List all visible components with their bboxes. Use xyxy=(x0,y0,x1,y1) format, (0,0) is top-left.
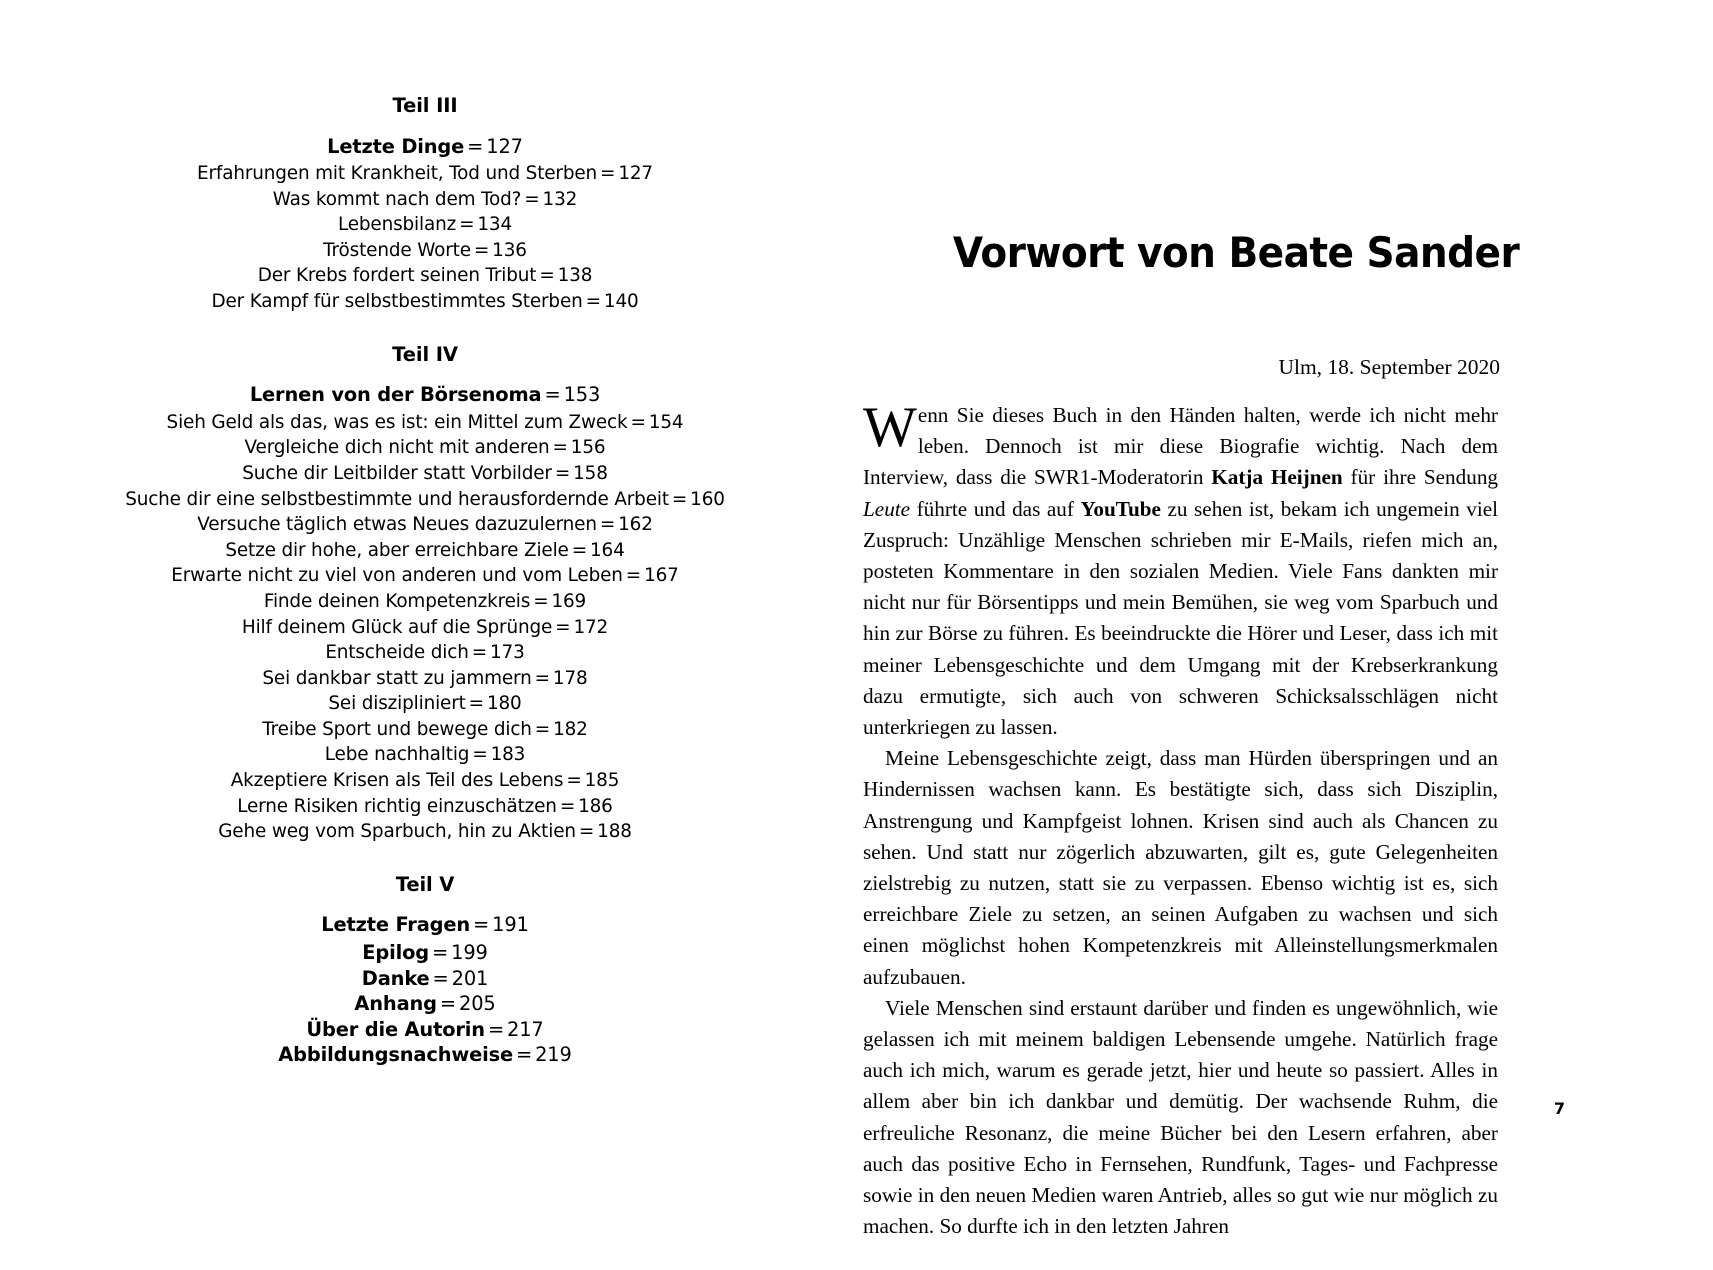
body-text-column xyxy=(863,396,1499,1242)
toc-page-number: 182 xyxy=(553,718,588,740)
toc-entry-title: Erwarte nicht zu viel von anderen und vom Leben xyxy=(171,565,623,587)
page-title: Vorwort von Beate Sander xyxy=(952,228,1520,277)
toc-page-number: 201 xyxy=(451,966,489,990)
toc-separator: = xyxy=(544,383,561,407)
toc-entry-row[interactable] xyxy=(105,212,745,238)
toc-separator: = xyxy=(578,821,595,843)
toc-entry-title: Vergleiche dich nicht mit anderen xyxy=(244,437,550,459)
toc-page-number: 172 xyxy=(573,616,609,638)
toc-page-number: 183 xyxy=(490,744,526,766)
toc-entry-title: Sei dankbar statt zu jammern xyxy=(262,667,532,689)
toc-page-number: 186 xyxy=(578,795,613,817)
emphasis-katja-heijnen: Katja Heijnen xyxy=(1211,465,1343,490)
toc-entry-row[interactable] xyxy=(105,717,745,743)
toc-separator: = xyxy=(487,1017,505,1041)
toc-separator: = xyxy=(566,770,582,792)
toc-entry-title: Treibe Sport und bewege dich xyxy=(262,718,532,740)
drop-cap: W xyxy=(863,396,917,459)
toc-chapter-row[interactable] xyxy=(105,382,745,408)
toc-page-number: 153 xyxy=(563,383,601,407)
toc-section-title: Abbildungsnachweise xyxy=(278,1043,514,1067)
toc-separator: = xyxy=(630,411,646,433)
toc-entry-row[interactable] xyxy=(105,615,745,641)
toc-entry-row[interactable] xyxy=(105,487,745,513)
toc-separator: = xyxy=(555,616,571,638)
toc-entry-row[interactable] xyxy=(105,461,745,487)
toc-entry-title: Hilf deinem Glück auf die Sprünge xyxy=(241,616,553,638)
toc-chapter-title: Letzte Fragen xyxy=(321,913,471,937)
toc-entry-title: Suche dir eine selbstbestimmte und herausfordernde Arbeit xyxy=(125,488,669,510)
toc-separator: = xyxy=(534,667,550,689)
toc-page-number: 199 xyxy=(451,940,488,964)
toc-page-number: 191 xyxy=(492,913,529,937)
toc-separator: = xyxy=(468,693,484,715)
toc-entry-title: Erfahrungen mit Krankheit, Tod und Sterben xyxy=(197,163,598,185)
toc-entry-title: Gehe weg vom Sparbuch, hin zu Aktien xyxy=(218,821,576,843)
toc-separator: = xyxy=(516,1043,533,1067)
right-page-vorwort xyxy=(856,0,1713,1270)
toc-section-title: Über die Autorin xyxy=(306,1017,485,1041)
toc-entry-title: Der Kampf für selbstbestimmtes Sterben xyxy=(211,291,583,313)
toc-separator: = xyxy=(600,163,616,185)
toc-chapter-title: Lernen von der Börsenoma xyxy=(249,383,542,407)
toc-part-label: Teil IV xyxy=(392,342,458,366)
dateline: Ulm, 18. September 2020 xyxy=(1278,355,1500,379)
toc-separator: = xyxy=(473,239,490,261)
toc-page-number: 180 xyxy=(486,693,522,715)
emphasis-youtube: YouTube xyxy=(1080,496,1161,521)
toc-section-title: Danke xyxy=(361,966,430,990)
toc-page-number: 154 xyxy=(648,411,684,433)
toc-section-row[interactable] xyxy=(105,940,745,966)
toc-page-number: 205 xyxy=(459,992,496,1016)
toc-separator: = xyxy=(552,437,568,459)
toc-entry-title: Der Krebs fordert seinen Tribut xyxy=(257,265,537,287)
toc-entry-row[interactable] xyxy=(105,794,745,820)
toc-separator: = xyxy=(625,565,642,587)
toc-page-number: 127 xyxy=(618,163,653,185)
toc-chapter-title: Letzte Dinge xyxy=(327,134,465,158)
toc-page-number: 217 xyxy=(507,1017,544,1041)
toc-section-row[interactable] xyxy=(105,1042,745,1068)
toc-page-number: 167 xyxy=(644,565,679,587)
paragraph-1 xyxy=(863,396,1499,743)
toc-separator: = xyxy=(439,992,457,1016)
toc-part-label: Teil V xyxy=(395,872,455,896)
paragraph-2: Meine Lebensgeschichte zeigt, dass man Hürden überspringen und an Hindernissen wachsen kann. Es bestätigte sich, dass sich Disziplin, Anstrengung und Kampfgeist lohnen. Krisen sind auch als Chancen zu sehen. Und statt nur zögerlich abzuwarten, gilt es, gute Gelegenheiten zielstrebig zu nutzen, statt sie zu verpassen. Ebenso wichtig ist es, sich erreichbare Ziele zu setzen, an seinen Aufgaben zu wachsen und sich einen möglichst hohen Kompetenzkreis mit Alleinstellungsmerkmalen aufzubauen. xyxy=(863,746,1498,989)
toc-separator: = xyxy=(533,590,549,612)
toc-entry-row[interactable] xyxy=(105,161,745,187)
toc-entry-row[interactable] xyxy=(105,289,745,315)
toc-entry-title: Setze dir hohe, aber erreichbare Ziele xyxy=(225,539,569,561)
toc-entry-row[interactable] xyxy=(105,512,745,538)
toc-entry-title: Entscheide dich xyxy=(325,642,469,664)
paragraph-1-part-d: zu sehen ist, bekam ich ungemein viel Zuspruch: Unzählige Menschen schrieben mir E-Mails, riefen mich an, posteten Kommentare in den sozialen Medien. Viele Fans dankten mir nicht nur für Börsentipps und mein Bemühen, sie weg vom Sparbuch und hin zur Börse zu führen. Es beeindruckte die Hörer und Leser, dass ich mit meiner Lebensgeschichte und dem Umgang mit der Krebserkrankung dazu ermutigte, sich auch von schweren Schicksalsschlägen nicht unterkriegen zu lassen. xyxy=(863,496,1498,740)
toc-entry-row[interactable] xyxy=(105,819,745,845)
toc-entry-row[interactable] xyxy=(105,538,745,564)
toc-entry-row[interactable] xyxy=(105,238,745,264)
toc-separator: = xyxy=(534,718,551,740)
toc-separator: = xyxy=(459,214,475,236)
toc-page-number: 160 xyxy=(690,488,725,510)
toc-entry-title: Was kommt nach dem Tod? xyxy=(272,188,522,210)
paragraph-1-part-a: enn Sie dieses Buch in den Händen halten, werde ich nicht mehr leben. Dennoch ist mir diese Biografie wichtig. Nach dem Interview, dass die SWR1-Moderatorin xyxy=(863,403,1498,490)
toc-entry-row[interactable] xyxy=(105,768,745,794)
toc-separator: = xyxy=(559,795,576,817)
toc-section-row[interactable] xyxy=(105,991,745,1017)
toc-chapter-row[interactable] xyxy=(105,134,745,160)
toc-separator: = xyxy=(585,291,601,313)
toc-page-number: 185 xyxy=(584,770,620,792)
toc-entry-row[interactable] xyxy=(105,563,745,589)
toc-page-number: 169 xyxy=(551,590,587,612)
toc-page-number: 127 xyxy=(486,134,523,158)
toc-separator: = xyxy=(432,940,449,964)
toc-entry-title: Finde deinen Kompetenzkreis xyxy=(263,590,531,612)
toc-page-number: 138 xyxy=(557,265,593,287)
toc-entry-title: Lebensbilanz xyxy=(337,214,457,236)
toc-page-number: 132 xyxy=(542,188,578,210)
toc-page-number: 173 xyxy=(490,642,525,664)
emphasis-leute: Leute xyxy=(863,496,911,521)
toc-entry-title: Suche dir Leitbilder statt Vorbilder xyxy=(242,462,552,484)
table-of-contents xyxy=(105,96,745,1068)
toc-entry-title: Versuche täglich etwas Neues dazuzulernen xyxy=(197,514,597,536)
toc-entry-row[interactable] xyxy=(105,666,745,692)
toc-separator: = xyxy=(671,488,688,510)
toc-page-number: 164 xyxy=(589,539,625,561)
toc-section-title: Anhang xyxy=(354,992,437,1016)
toc-entry-row[interactable] xyxy=(105,640,745,666)
toc-entry-row[interactable] xyxy=(105,691,745,717)
toc-separator: = xyxy=(472,744,488,766)
toc-entry-title: Lerne Risiken richtig einzuschätzen xyxy=(237,795,557,817)
toc-entry-row[interactable] xyxy=(105,589,745,615)
toc-separator: = xyxy=(473,913,490,937)
toc-page-number: 162 xyxy=(618,514,653,536)
toc-entry-row[interactable] xyxy=(105,742,745,768)
paragraph-1-part-c: führte und das auf xyxy=(910,496,1081,521)
toc-section-row[interactable] xyxy=(105,966,745,992)
toc-page-number: 140 xyxy=(603,291,639,313)
toc-entry-title: Akzeptiere Krisen als Teil des Lebens xyxy=(230,770,564,792)
toc-entry-row[interactable] xyxy=(105,187,745,213)
toc-entry-title: Lebe nachhaltig xyxy=(324,744,470,766)
toc-separator: = xyxy=(539,265,555,287)
toc-chapter-row[interactable] xyxy=(105,912,745,938)
toc-entry-row[interactable] xyxy=(105,263,745,289)
toc-page-number: 156 xyxy=(570,437,606,459)
paragraph-3: Viele Menschen sind erstaunt darüber und finden es ungewöhnlich, wie gelassen ich mit meinem baldigen Lebensende umgehe. Natürlich frage auch ich mich, warum es gerade jetzt, hier und heute so passiert. Alles in allem aber bin ich dankbar und demütig. Der wachsende Ruhm, die erfreuliche Resonanz, die meine Bücher bei den Lesern erfahren, aber auch das positive Echo in Fernsehen, Rundfunk, Tages- und Fachpresse sowie in den neuen Medien waren Antrieb, alles so gut wie nur möglich zu machen. So durfte ich in den letzten Jahren xyxy=(863,995,1498,1239)
toc-separator: = xyxy=(467,134,484,158)
toc-separator: = xyxy=(571,539,587,561)
toc-separator: = xyxy=(599,514,616,536)
toc-entry-title: Tröstende Worte xyxy=(323,239,471,261)
toc-entry-title: Sei diszipliniert xyxy=(328,693,466,715)
toc-entry-title: Sieh Geld als das, was es ist: ein Mittel zum Zweck xyxy=(166,411,628,433)
page-number: 7 xyxy=(1553,1099,1565,1118)
toc-page-number: 188 xyxy=(597,821,632,843)
toc-separator: = xyxy=(432,966,449,990)
left-page-toc xyxy=(0,0,856,1270)
toc-page-number: 178 xyxy=(552,667,588,689)
toc-page-number: 158 xyxy=(573,462,608,484)
toc-separator: = xyxy=(471,642,487,664)
toc-separator: = xyxy=(524,188,540,210)
toc-entry-row[interactable] xyxy=(105,435,745,461)
toc-separator: = xyxy=(554,462,571,484)
toc-section-title: Epilog xyxy=(362,940,430,964)
toc-entry-row[interactable] xyxy=(105,410,745,436)
toc-page-number: 219 xyxy=(535,1043,572,1067)
toc-page-number: 136 xyxy=(492,239,527,261)
paragraph-1-part-b: für ihre Sendung xyxy=(1342,465,1499,490)
toc-part-label: Teil III xyxy=(392,94,458,117)
toc-page-number: 134 xyxy=(477,214,513,236)
toc-section-row[interactable] xyxy=(105,1017,745,1043)
